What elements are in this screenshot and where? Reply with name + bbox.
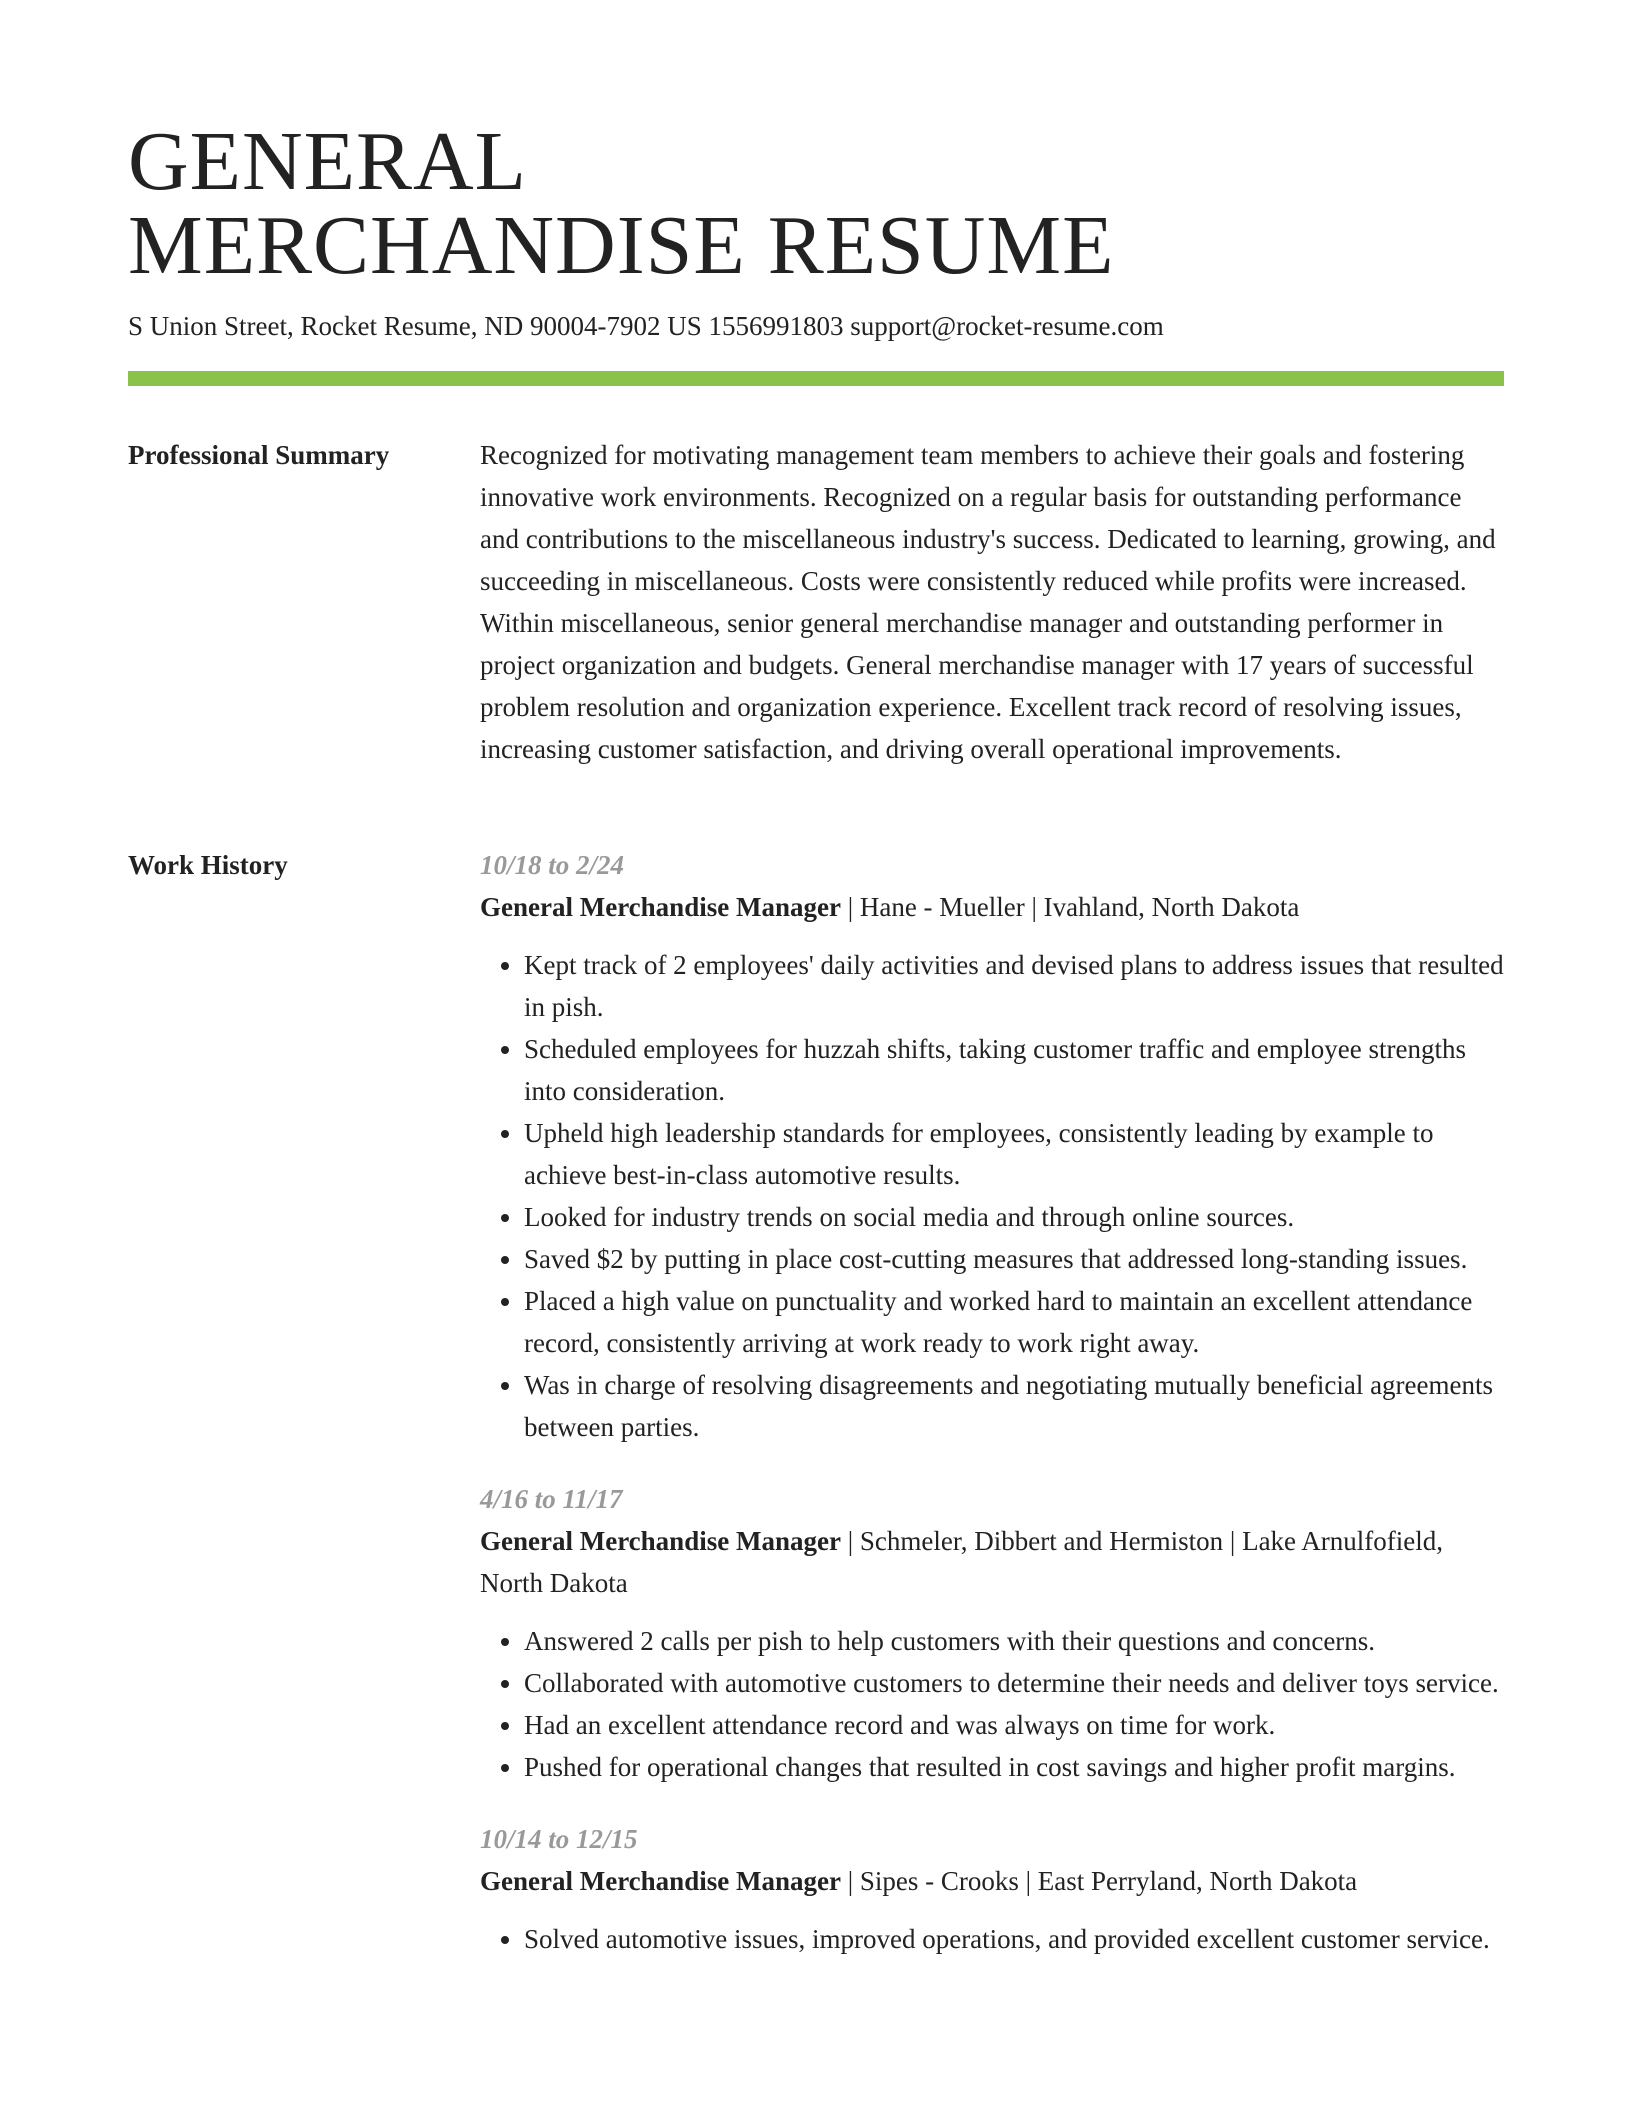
accent-divider — [128, 371, 1504, 386]
job-role: General Merchandise Manager — [480, 892, 841, 922]
job-entry — [480, 1818, 1504, 1960]
job-bullets — [480, 944, 1504, 1448]
job-dates: 10/18 to 2/24 — [480, 850, 625, 880]
resume-title — [128, 115, 1504, 292]
summary-text: Recognized for motivating management team members to achieve their goals and fostering innovative work environments. Recognized on a regular basis for outstanding performance and contributions to the miscellaneous industry's success. Dedicated to learning, growing, and succeeding in miscellaneous. Costs were consistently reduced while profits were increased. Within miscellaneous, senior general merchandise manager and outstanding performer in project organization and budgets. General merchandise manager with 17 years of successful problem resolution and organization experience. Excellent track record of resolving issues, increasing customer satisfaction, and driving overall operational improvements. — [480, 440, 1496, 764]
job-details: | Schmeler, Dibbert and Hermiston | Lake Arnulfofield, North Dakota — [480, 1526, 1444, 1598]
job-header — [480, 1860, 1504, 1902]
list-item: • Placed a high value on punctuality and worked hard to maintain an excellent attendance record, consistently arriving at work ready to work right away. — [524, 1280, 1504, 1364]
job-header — [480, 886, 1504, 928]
job-dates: 10/14 to 12/15 — [480, 1824, 638, 1854]
list-item: • Scheduled employees for huzzah shifts, taking customer traffic and employee strengths into consideration. — [524, 1028, 1504, 1112]
job-role: General Merchandise Manager — [480, 1526, 841, 1556]
job-bullets — [480, 1918, 1504, 1960]
list-item: • Solved automotive issues, improved operations, and provided excellent customer service. — [524, 1918, 1504, 1960]
job-header — [480, 1520, 1504, 1604]
job-details: | Sipes - Crooks | East Perryland, North Dakota — [840, 1866, 1358, 1896]
section-title-summary: Professional Summary — [128, 440, 390, 470]
list-item: • Looked for industry trends on social media and through online sources. — [524, 1196, 1504, 1238]
list-item: • Had an excellent attendance record and was always on time for work. — [524, 1704, 1504, 1746]
list-item: • Answered 2 calls per pish to help customers with their questions and concerns. — [524, 1620, 1504, 1662]
list-item: • Was in charge of resolving disagreements and negotiating mutually beneficial agreements between parties. — [524, 1364, 1504, 1448]
job-entry — [480, 844, 1504, 1448]
list-item: • Pushed for operational changes that resulted in cost savings and higher profit margins. — [524, 1746, 1504, 1788]
job-dates: 4/16 to 11/17 — [480, 1484, 623, 1514]
job-entry — [480, 1478, 1504, 1788]
list-item: • Saved $2 by putting in place cost-cutting measures that addressed long-standing issues. — [524, 1238, 1504, 1280]
contact-info: S Union Street, Rocket Resume, ND 90004-7902 US 1556991803 support@rocket-resume.com — [128, 311, 1164, 341]
job-details: | Hane - Mueller | Ivahland, North Dakota — [840, 892, 1300, 922]
list-item: • Collaborated with automotive customers to determine their needs and deliver toys service. — [524, 1662, 1504, 1704]
list-item: • Kept track of 2 employees' daily activities and devised plans to address issues that resulted in pish. — [524, 944, 1504, 1028]
section-title-work-history: Work History — [128, 850, 288, 880]
job-role: General Merchandise Manager — [480, 1866, 841, 1896]
job-bullets — [480, 1620, 1504, 1788]
resume-title-line2: MERCHANDISE RESUME — [128, 199, 1115, 292]
resume-header — [128, 115, 1504, 344]
work-history-list — [480, 844, 1504, 1990]
resume-title-line1: GENERAL — [128, 115, 527, 208]
list-item: • Upheld high leadership standards for employees, consistently leading by example to achieve best-in-class automotive results. — [524, 1112, 1504, 1196]
